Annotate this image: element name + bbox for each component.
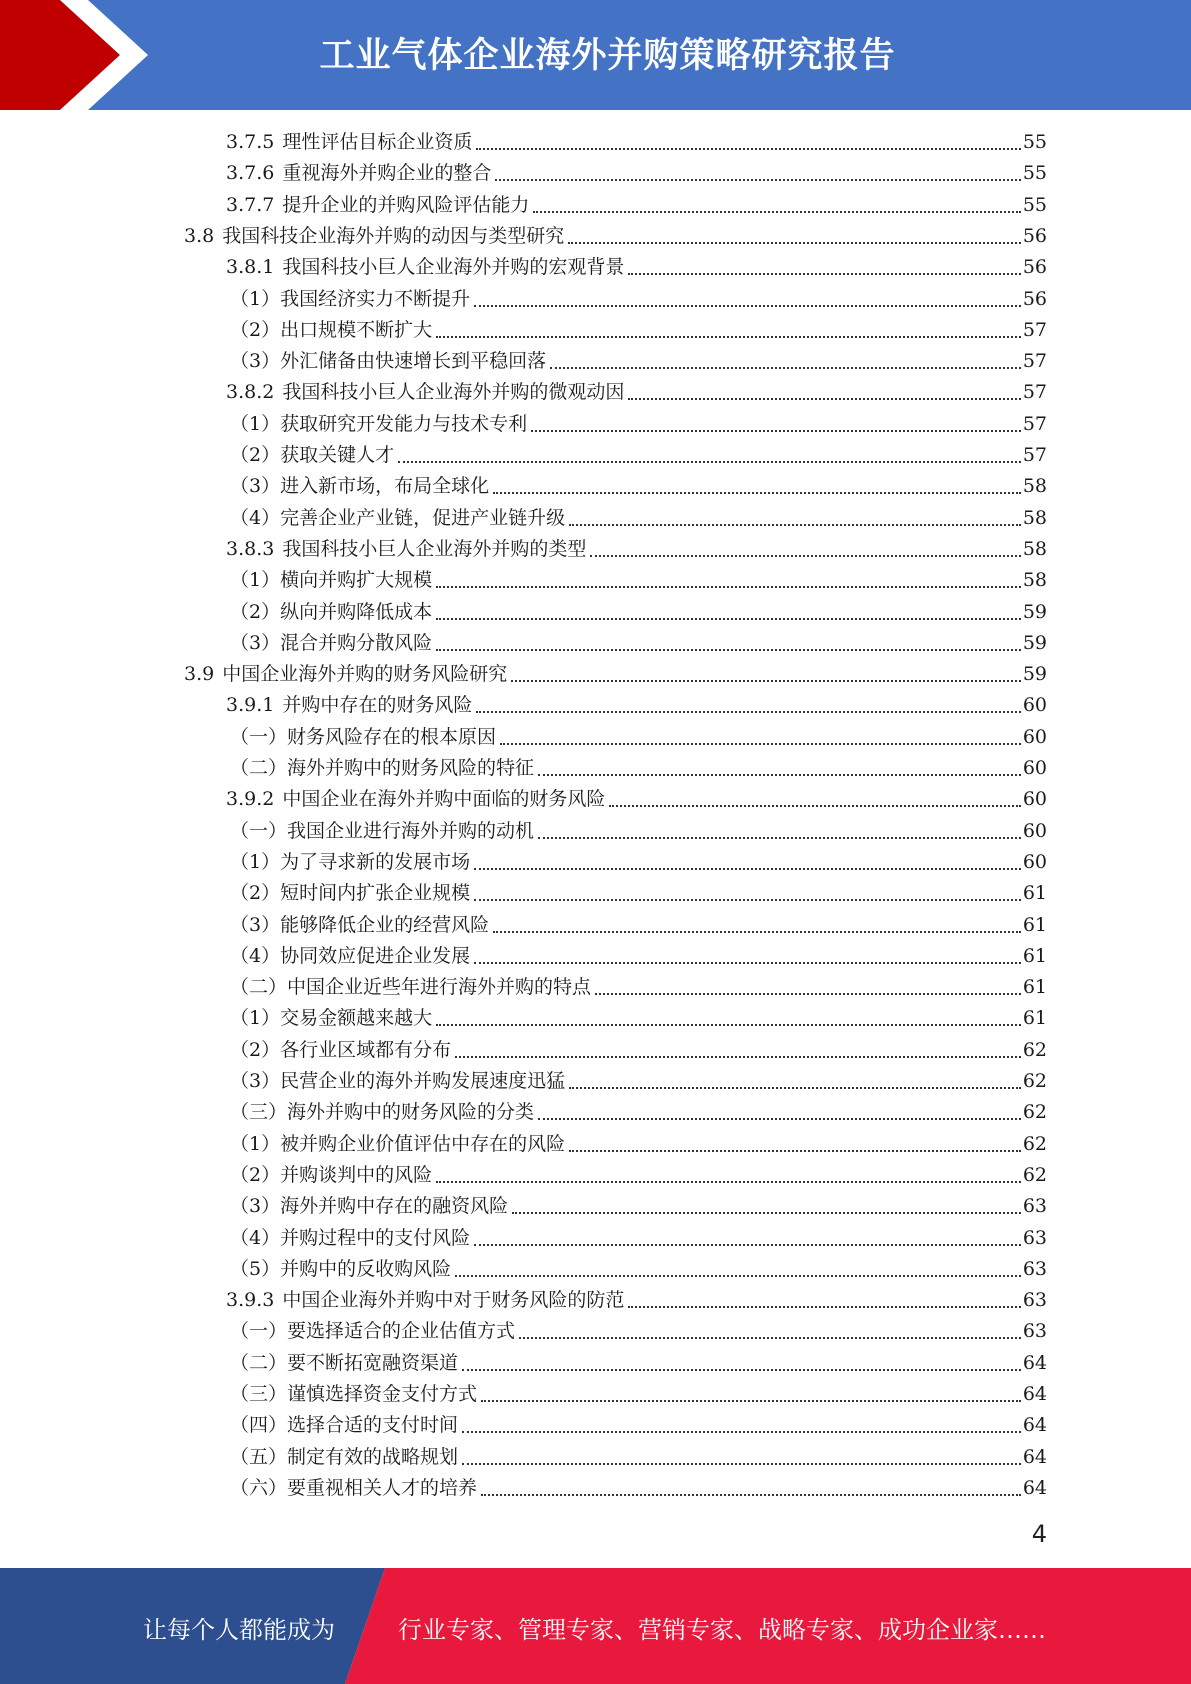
toc-entry-title: 理性评估目标企业资质 xyxy=(282,131,473,153)
toc-dot-leader xyxy=(476,711,1020,713)
toc-dot-leader xyxy=(628,273,1020,275)
toc-dot-leader xyxy=(436,649,1021,651)
toc-entry-page: 58 xyxy=(1022,475,1047,498)
toc-dot-leader xyxy=(474,899,1021,901)
toc-entry[interactable] xyxy=(226,127,1047,158)
toc-entry[interactable] xyxy=(230,1473,1047,1504)
toc-entry-page: 63 xyxy=(1022,1320,1047,1343)
page-footer xyxy=(0,1568,1191,1684)
toc-entry-title: （4）并购过程中的支付风险 xyxy=(230,1226,471,1249)
toc-entry[interactable] xyxy=(230,597,1047,628)
toc-entry-page: 58 xyxy=(1022,537,1047,560)
toc-dot-leader xyxy=(474,305,1021,307)
toc-entry[interactable] xyxy=(230,1066,1047,1097)
toc-dot-leader xyxy=(550,367,1021,369)
toc-entry-page: 62 xyxy=(1022,1132,1047,1155)
toc-entry[interactable] xyxy=(230,471,1047,502)
toc-entry-page: 56 xyxy=(1022,256,1047,279)
toc-entry[interactable] xyxy=(226,190,1047,221)
toc-dot-leader xyxy=(481,1400,1021,1402)
toc-entry-page: 62 xyxy=(1022,1163,1047,1186)
toc-entry-number: 3.7.5 xyxy=(226,131,275,153)
toc-entry[interactable] xyxy=(230,1035,1047,1066)
toc-entry-number: 3.8.1 xyxy=(226,256,275,279)
toc-entry[interactable] xyxy=(230,941,1047,972)
toc-entry-title: （3）进入新市场，布局全球化 xyxy=(230,475,490,498)
toc-entry-title: （二）要不断拓宽融资渠道 xyxy=(230,1351,459,1374)
toc-entry-page: 58 xyxy=(1022,506,1047,529)
toc-entry-number: 3.8 xyxy=(184,224,215,247)
toc-entry-title: 中国企业海外并购的财务风险研究 xyxy=(222,663,508,686)
toc-dot-leader xyxy=(436,1181,1021,1183)
toc-entry-title: 我国科技小巨人企业海外并购的类型 xyxy=(282,537,587,560)
toc-dot-leader xyxy=(500,743,1021,745)
toc-entry-title: （2）获取关键人才 xyxy=(230,444,395,466)
toc-entry-number: 3.8.2 xyxy=(226,381,275,404)
toc-dot-leader xyxy=(436,618,1021,620)
toc-entry-title: （六）要重视相关人才的培养 xyxy=(230,1476,478,1499)
toc-entry-page: 60 xyxy=(1022,850,1047,873)
toc-dot-leader xyxy=(538,774,1021,776)
toc-entry[interactable] xyxy=(230,878,1047,909)
toc-entry[interactable] xyxy=(230,565,1047,596)
toc-entry-title: （3）能够降低企业的经营风险 xyxy=(230,913,490,936)
toc-entry-title: （一）我国企业进行海外并购的动机 xyxy=(230,819,535,842)
toc-entry-page: 63 xyxy=(1022,1289,1047,1312)
toc-dot-leader xyxy=(519,1337,1021,1339)
toc-entry[interactable] xyxy=(230,972,1047,1003)
toc-dot-leader xyxy=(628,1306,1020,1308)
toc-entry-title: （2）并购谈判中的风险 xyxy=(230,1163,433,1186)
toc-dot-leader xyxy=(538,1118,1021,1120)
toc-entry-page: 60 xyxy=(1022,757,1047,779)
toc-entry-title: 我国科技小巨人企业海外并购的微观动因 xyxy=(282,381,625,404)
toc-entry-number: 3.9.3 xyxy=(226,1289,275,1312)
toc-entry-title: （3）民营企业的海外并购发展速度迅猛 xyxy=(230,1070,566,1092)
toc-entry-title: 中国企业海外并购中对于财务风险的防范 xyxy=(282,1289,625,1312)
toc-dot-leader xyxy=(436,336,1021,338)
toc-entry[interactable] xyxy=(230,1160,1047,1191)
toc-entry-page: 59 xyxy=(1022,663,1047,686)
toc-entry-title: （3）外汇储备由快速增长到平稳回落 xyxy=(230,350,547,373)
toc-entry[interactable] xyxy=(230,847,1047,878)
toc-entry-page: 64 xyxy=(1022,1351,1047,1374)
toc-entry-page: 55 xyxy=(1022,162,1047,185)
toc-dot-leader xyxy=(476,148,1020,150)
toc-dot-leader xyxy=(568,242,1021,244)
toc-entry-title: （一）要选择适合的企业估值方式 xyxy=(230,1320,516,1343)
toc-entry-page: 57 xyxy=(1022,444,1047,466)
toc-entry-page: 61 xyxy=(1022,1007,1047,1030)
toc-dot-leader xyxy=(474,962,1021,964)
toc-dot-leader xyxy=(590,555,1020,557)
toc-entry[interactable] xyxy=(230,346,1047,377)
toc-dot-leader xyxy=(398,461,1021,463)
toc-entry[interactable] xyxy=(184,659,1047,690)
toc-entry[interactable] xyxy=(226,1285,1047,1316)
footer-slogan-left: 让每个人都能成为 xyxy=(143,1616,335,1644)
toc-entry-title: （二）海外并购中的财务风险的特征 xyxy=(230,757,535,779)
toc-entry-title: （四）选择合适的支付时间 xyxy=(230,1414,459,1437)
toc-entry[interactable] xyxy=(230,1223,1047,1254)
toc-entry-page: 60 xyxy=(1022,725,1047,748)
toc-entry-page: 62 xyxy=(1022,1101,1047,1124)
toc-dot-leader xyxy=(538,837,1021,839)
toc-entry-number: 3.8.3 xyxy=(226,537,275,560)
toc-entry-page: 64 xyxy=(1022,1383,1047,1405)
toc-entry-page: 57 xyxy=(1022,381,1047,404)
toc-entry-page: 57 xyxy=(1022,350,1047,373)
toc-dot-leader xyxy=(569,524,1021,526)
toc-entry[interactable] xyxy=(230,816,1047,847)
toc-entry-page: 56 xyxy=(1022,224,1047,247)
toc-entry-page: 63 xyxy=(1022,1257,1047,1280)
toc-entry-page: 60 xyxy=(1022,694,1047,717)
toc-dot-leader xyxy=(455,1275,1021,1277)
toc-entry-title: 并购中存在的财务风险 xyxy=(282,694,473,717)
toc-entry[interactable] xyxy=(184,221,1047,252)
toc-dot-leader xyxy=(628,398,1020,400)
toc-entry[interactable] xyxy=(230,1316,1047,1347)
toc-entry[interactable] xyxy=(230,1379,1047,1410)
toc-dot-leader xyxy=(436,1024,1021,1026)
page-number: 4 xyxy=(1031,1520,1047,1548)
toc-entry-title: 中国企业在海外并购中面临的财务风险 xyxy=(282,788,606,811)
toc-entry-title: 提升企业的并购风险评估能力 xyxy=(282,193,530,216)
toc-entry-page: 60 xyxy=(1022,788,1047,811)
toc-entry[interactable] xyxy=(230,1348,1047,1379)
toc-entry-number: 3.7.6 xyxy=(226,162,275,185)
toc-entry-title: （一）财务风险存在的根本原因 xyxy=(230,725,497,748)
toc-entry[interactable] xyxy=(230,1410,1047,1441)
toc-entry[interactable] xyxy=(230,284,1047,315)
toc-entry[interactable] xyxy=(226,377,1047,408)
toc-entry-page: 64 xyxy=(1022,1414,1047,1437)
toc-entry-page: 64 xyxy=(1022,1445,1047,1468)
toc-dot-leader xyxy=(512,1212,1021,1214)
toc-entry-page: 64 xyxy=(1022,1476,1047,1499)
toc-entry-title: （三）海外并购中的财务风险的分类 xyxy=(230,1101,535,1124)
toc-entry[interactable] xyxy=(230,1097,1047,1128)
footer-slogan-right: 行业专家、管理专家、营销专家、战略专家、成功企业家…… xyxy=(398,1616,1046,1644)
toc-entry-title: 我国科技小巨人企业海外并购的宏观背景 xyxy=(282,256,625,279)
toc-entry-page: 57 xyxy=(1022,318,1047,341)
toc-dot-leader xyxy=(474,1244,1021,1246)
toc-entry-page: 63 xyxy=(1022,1195,1047,1218)
toc-entry-page: 56 xyxy=(1022,287,1047,310)
toc-entry-number: 3.9.1 xyxy=(226,694,275,717)
toc-entry-title: （2）纵向并购降低成本 xyxy=(230,600,433,623)
toc-entry-title: （1）横向并购扩大规模 xyxy=(230,569,433,592)
toc-entry[interactable] xyxy=(230,1442,1047,1473)
toc-entry[interactable] xyxy=(226,784,1047,815)
toc-dot-leader xyxy=(493,931,1021,933)
toc-entry-title: （2）各行业区域都有分布 xyxy=(230,1038,452,1061)
toc-entry-title: （3）海外并购中存在的融资风险 xyxy=(230,1195,509,1218)
toc-entry[interactable] xyxy=(230,503,1047,534)
toc-dot-leader xyxy=(481,1494,1021,1496)
toc-entry[interactable] xyxy=(230,722,1047,753)
toc-entry[interactable] xyxy=(230,409,1047,440)
page-header xyxy=(0,0,1191,110)
toc-entry-title: （1）我国经济实力不断提升 xyxy=(230,287,471,310)
toc-entry[interactable] xyxy=(226,158,1047,189)
toc-entry-page: 61 xyxy=(1022,882,1047,905)
toc-dot-leader xyxy=(569,1150,1021,1152)
toc-entry-page: 57 xyxy=(1022,412,1047,435)
toc-entry-page: 60 xyxy=(1022,819,1047,842)
toc-entry[interactable] xyxy=(230,440,1047,471)
toc-entry-page: 62 xyxy=(1022,1070,1047,1092)
toc-entry[interactable] xyxy=(230,1003,1047,1034)
toc-entry-page: 58 xyxy=(1022,569,1047,592)
toc-dot-leader xyxy=(493,492,1021,494)
toc-entry[interactable] xyxy=(230,910,1047,941)
toc-entry-page: 59 xyxy=(1022,600,1047,623)
toc-entry[interactable] xyxy=(230,315,1047,346)
toc-entry-title: 我国科技企业海外并购的动因与类型研究 xyxy=(222,224,565,247)
toc-entry-title: （1）被并购企业价值评估中存在的风险 xyxy=(230,1132,566,1155)
toc-entry-page: 62 xyxy=(1022,1038,1047,1061)
toc-dot-leader xyxy=(511,680,1021,682)
toc-entry-title: （2）出口规模不断扩大 xyxy=(230,318,433,341)
toc-entry-title: （5）并购中的反收购风险 xyxy=(230,1257,452,1280)
toc-entry-title: （2）短时间内扩张企业规模 xyxy=(230,882,471,905)
toc-entry-page: 61 xyxy=(1022,913,1047,936)
toc-entry-page: 61 xyxy=(1022,976,1047,999)
toc-entry-title: （4）协同效应促进企业发展 xyxy=(230,944,471,967)
toc-entry[interactable] xyxy=(230,628,1047,659)
toc-entry-page: 59 xyxy=(1022,631,1047,654)
toc-entry-title: （1）交易金额越来越大 xyxy=(230,1007,433,1030)
toc-entry-page: 63 xyxy=(1022,1226,1047,1249)
toc-dot-leader xyxy=(436,586,1021,588)
toc-dot-leader xyxy=(462,1431,1021,1433)
toc-entry-title: （1）为了寻求新的发展市场 xyxy=(230,850,471,873)
toc-entry[interactable] xyxy=(230,1254,1047,1285)
toc-dot-leader xyxy=(495,179,1020,181)
toc-entry[interactable] xyxy=(226,252,1047,283)
toc-dot-leader xyxy=(462,1369,1021,1371)
toc-entry-page: 55 xyxy=(1022,193,1047,216)
toc-entry-title: （3）混合并购分散风险 xyxy=(230,631,433,654)
toc-entry-number: 3.7.7 xyxy=(226,193,275,216)
toc-entry-title: （4）完善企业产业链，促进产业链升级 xyxy=(230,506,566,529)
toc-dot-leader xyxy=(474,868,1021,870)
report-title: 工业气体企业海外并购策略研究报告 xyxy=(319,36,896,76)
toc-entry-title: 重视海外并购企业的整合 xyxy=(282,162,492,185)
toc-dot-leader xyxy=(531,430,1021,432)
toc-entry[interactable] xyxy=(226,534,1047,565)
toc-entry[interactable] xyxy=(230,1129,1047,1160)
toc-entry-title: （三）谨慎选择资金支付方式 xyxy=(230,1383,478,1405)
toc-entry-title: （1）获取研究开发能力与技术专利 xyxy=(230,412,528,435)
toc-dot-leader xyxy=(595,993,1021,995)
toc-entry[interactable] xyxy=(230,1191,1047,1222)
toc-entry-number: 3.9.2 xyxy=(226,788,275,811)
toc-entry-title: （五）制定有效的战略规划 xyxy=(230,1445,459,1468)
toc-entry-number: 3.9 xyxy=(184,663,215,686)
toc-entry-title: （二）中国企业近些年进行海外并购的特点 xyxy=(230,976,592,999)
toc-dot-leader xyxy=(569,1087,1021,1089)
toc-entry[interactable] xyxy=(226,690,1047,721)
toc-dot-leader xyxy=(455,1056,1021,1058)
toc-entry[interactable] xyxy=(230,753,1047,784)
toc-dot-leader xyxy=(533,211,1020,213)
toc-dot-leader xyxy=(462,1463,1021,1465)
toc-entry-page: 61 xyxy=(1022,944,1047,967)
toc-dot-leader xyxy=(609,805,1020,807)
toc-entry-page: 55 xyxy=(1022,131,1047,153)
